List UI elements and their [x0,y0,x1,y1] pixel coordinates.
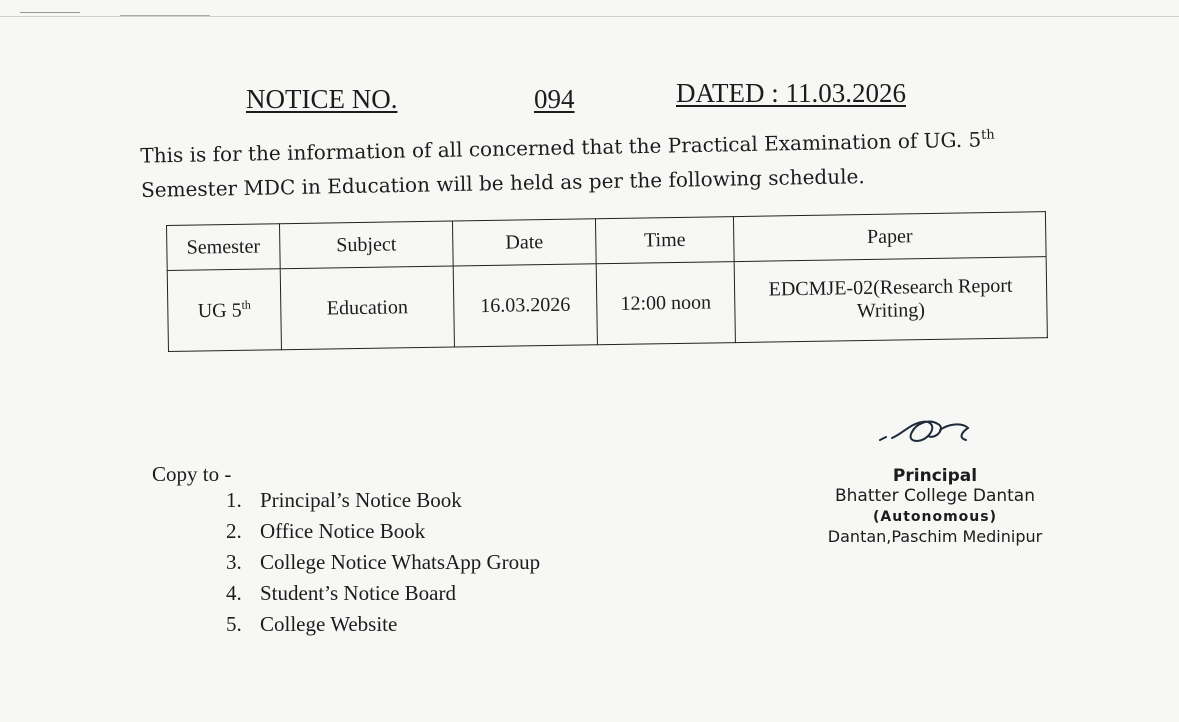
intro-text-2: Semester MDC in Education will be held as per the following schedule. [140,163,865,202]
copy-to-list [226,485,540,640]
signature-title: Principal [892,466,978,486]
cell-paper: EDCMJE-02(Research Report Writing) [734,257,1047,343]
top-divider [0,16,1179,17]
cell-semester [167,269,281,352]
header-time: Time [595,217,734,264]
list-item: 5. College Website [226,612,398,636]
top-mark-mid [120,15,210,16]
list-item: 1. Principal’s Notice Book [226,488,462,512]
notice-date: DATED : 11.03.2026 [676,78,906,108]
top-mark-left [20,12,80,13]
header-subject: Subject [279,221,453,269]
cell-subject: Education [280,266,454,350]
header-date: Date [452,219,596,266]
notice-label: NOTICE NO. [246,84,398,114]
table-row [167,257,1047,352]
signature-scribble-icon [870,408,1010,458]
signature-status: (Autonomous) [873,509,997,525]
list-item: 4. Student’s Notice Board [226,581,456,605]
semester-value: UG 5 [197,299,242,322]
header-paper: Paper [733,212,1046,262]
copy-to-title: Copy to - [152,462,232,486]
semester-sup: th [241,297,251,312]
list-item: 3. College Notice WhatsApp Group [226,550,541,574]
signature-place: Dantan,Paschim Medinipur [827,527,1043,546]
cell-time: 12:00 noon [596,262,735,345]
notice-number: 094 [534,84,575,114]
intro-paragraph [140,117,1081,207]
schedule-table [166,211,1048,352]
list-item: 2. Office Notice Book [226,519,426,543]
intro-sup: th [980,127,995,143]
signature-college: Bhatter College Dantan [834,486,1035,506]
cell-date: 16.03.2026 [453,264,597,347]
intro-text-1: This is for the information of all concerned that the Practical Examination of UG. 5 [140,127,982,168]
header-semester: Semester [167,224,281,271]
